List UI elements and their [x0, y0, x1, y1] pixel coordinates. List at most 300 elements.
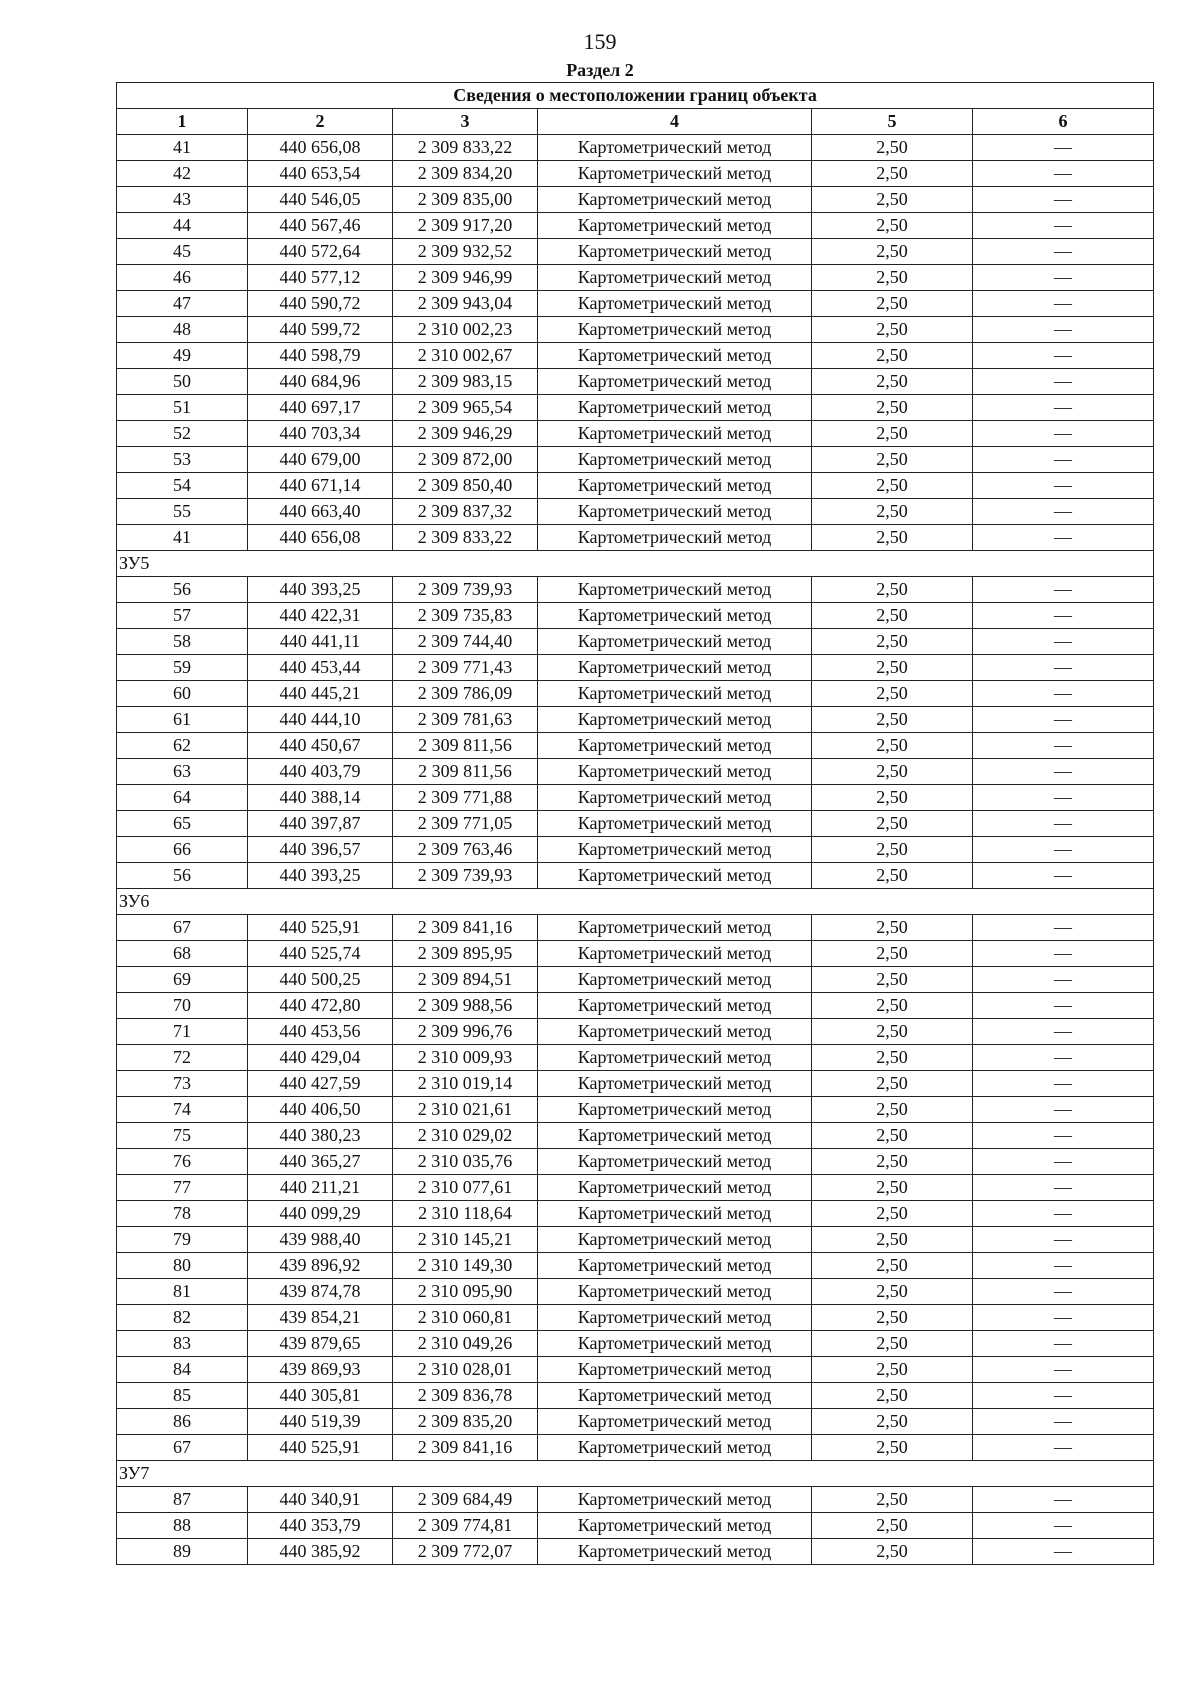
table-cell: 73 [117, 1071, 248, 1097]
table-cell: 440 525,74 [248, 941, 393, 967]
table-cell: Картометрический метод [538, 1097, 812, 1123]
table-cell: Картометрический метод [538, 837, 812, 863]
table-cell: 51 [117, 395, 248, 421]
table-cell: — [973, 811, 1154, 837]
table-cell: 2 310 021,61 [393, 1097, 538, 1123]
table-cell: 440 422,31 [248, 603, 393, 629]
table-cell: 50 [117, 369, 248, 395]
table-cell: 2 309 835,20 [393, 1409, 538, 1435]
table-row [117, 1045, 1154, 1071]
table-cell: Картометрический метод [538, 317, 812, 343]
table-cell: 44 [117, 213, 248, 239]
table-cell: 2 309 772,07 [393, 1539, 538, 1565]
table-cell: 87 [117, 1487, 248, 1513]
table-cell: — [973, 603, 1154, 629]
table-cell: 440 679,00 [248, 447, 393, 473]
table-cell: — [973, 785, 1154, 811]
table-row [117, 395, 1154, 421]
table-row [117, 1383, 1154, 1409]
table-cell: 2,50 [812, 1071, 973, 1097]
table-cell: 58 [117, 629, 248, 655]
table-cell: 88 [117, 1513, 248, 1539]
table-cell: 440 444,10 [248, 707, 393, 733]
table-caption-row [117, 83, 1154, 109]
group-label: ЗУ5 [117, 551, 1154, 577]
table-cell: Картометрический метод [538, 785, 812, 811]
table-cell: 57 [117, 603, 248, 629]
table-cell: 440 393,25 [248, 863, 393, 889]
table-cell: 2 309 946,99 [393, 265, 538, 291]
table-cell: Картометрический метод [538, 993, 812, 1019]
table-cell: — [973, 1253, 1154, 1279]
table-cell: 60 [117, 681, 248, 707]
table-cell: 2 310 029,02 [393, 1123, 538, 1149]
table-cell: 440 397,87 [248, 811, 393, 837]
table-cell: 440 500,25 [248, 967, 393, 993]
table-cell: 61 [117, 707, 248, 733]
table-cell: Картометрический метод [538, 213, 812, 239]
table-cell: — [973, 213, 1154, 239]
table-cell: 2 309 988,56 [393, 993, 538, 1019]
table-cell: 2 310 002,23 [393, 317, 538, 343]
table-cell: 2,50 [812, 759, 973, 785]
table-row [117, 577, 1154, 603]
table-cell: 2,50 [812, 577, 973, 603]
table-cell: 440 590,72 [248, 291, 393, 317]
table-cell: 2 310 049,26 [393, 1331, 538, 1357]
table-cell: 2 309 763,46 [393, 837, 538, 863]
table-cell: 440 577,12 [248, 265, 393, 291]
table-cell: — [973, 1487, 1154, 1513]
table-row [117, 447, 1154, 473]
table-cell: Картометрический метод [538, 941, 812, 967]
group-label: ЗУ6 [117, 889, 1154, 915]
table-cell: 440 656,08 [248, 135, 393, 161]
table-row [117, 213, 1154, 239]
table-cell: — [973, 291, 1154, 317]
table-cell: 2,50 [812, 811, 973, 837]
table-cell: Картометрический метод [538, 369, 812, 395]
table-cell: 440 427,59 [248, 1071, 393, 1097]
table-cell: 2 309 684,49 [393, 1487, 538, 1513]
group-header-row [117, 889, 1154, 915]
table-cell: 2,50 [812, 1045, 973, 1071]
table-cell: 2,50 [812, 499, 973, 525]
table-cell: 82 [117, 1305, 248, 1331]
table-cell: 440 671,14 [248, 473, 393, 499]
table-cell: 2,50 [812, 187, 973, 213]
table-caption: Сведения о местоположении границ объекта [117, 83, 1154, 109]
table-cell: 2 309 837,32 [393, 499, 538, 525]
table-cell: Картометрический метод [538, 525, 812, 551]
table-cell: Картометрический метод [538, 707, 812, 733]
table-cell: 440 472,80 [248, 993, 393, 1019]
table-cell: 2 309 872,00 [393, 447, 538, 473]
table-cell: 66 [117, 837, 248, 863]
table-row [117, 265, 1154, 291]
table-row [117, 1019, 1154, 1045]
table-cell: 2 309 996,76 [393, 1019, 538, 1045]
table-cell: 440 403,79 [248, 759, 393, 785]
table-cell: — [973, 1123, 1154, 1149]
table-cell: Картометрический метод [538, 1019, 812, 1045]
group-header-row [117, 1461, 1154, 1487]
table-cell: 2 310 028,01 [393, 1357, 538, 1383]
table-cell: — [973, 135, 1154, 161]
table-cell: — [973, 759, 1154, 785]
table-cell: 2,50 [812, 1305, 973, 1331]
table-row [117, 1253, 1154, 1279]
table-cell: 43 [117, 187, 248, 213]
table-cell: Картометрический метод [538, 1513, 812, 1539]
table-cell: 2 309 895,95 [393, 941, 538, 967]
table-cell: Картометрический метод [538, 577, 812, 603]
table-cell: Картометрический метод [538, 1539, 812, 1565]
table-cell: — [973, 317, 1154, 343]
table-cell: 2,50 [812, 1487, 973, 1513]
table-row [117, 421, 1154, 447]
table-cell: 68 [117, 941, 248, 967]
table-cell: 2,50 [812, 681, 973, 707]
table-cell: Картометрический метод [538, 1435, 812, 1461]
table-cell: — [973, 1175, 1154, 1201]
table-cell: 69 [117, 967, 248, 993]
table-cell: 440 598,79 [248, 343, 393, 369]
group-header-row [117, 551, 1154, 577]
table-row [117, 1513, 1154, 1539]
group-label: ЗУ7 [117, 1461, 1154, 1487]
table-cell: 74 [117, 1097, 248, 1123]
table-cell: 2,50 [812, 863, 973, 889]
table-cell: 2,50 [812, 213, 973, 239]
table-row [117, 967, 1154, 993]
table-cell: 2,50 [812, 1097, 973, 1123]
table-row [117, 343, 1154, 369]
table-row [117, 629, 1154, 655]
table-cell: — [973, 239, 1154, 265]
table-cell: 2 309 834,20 [393, 161, 538, 187]
table-cell: 2 309 917,20 [393, 213, 538, 239]
table-cell: Картометрический метод [538, 1201, 812, 1227]
table-cell: 75 [117, 1123, 248, 1149]
table-cell: 440 441,11 [248, 629, 393, 655]
table-cell: 71 [117, 1019, 248, 1045]
table-cell: — [973, 447, 1154, 473]
table-cell: — [973, 421, 1154, 447]
table-cell: 440 525,91 [248, 1435, 393, 1461]
table-cell: 440 703,34 [248, 421, 393, 447]
table-row [117, 369, 1154, 395]
table-cell: 56 [117, 577, 248, 603]
table-row [117, 1149, 1154, 1175]
table-cell: 2 309 786,09 [393, 681, 538, 707]
table-cell: 439 869,93 [248, 1357, 393, 1383]
table-cell: — [973, 993, 1154, 1019]
table-cell: 2 310 095,90 [393, 1279, 538, 1305]
table-cell: 2,50 [812, 915, 973, 941]
table-cell: 2,50 [812, 1383, 973, 1409]
table-row [117, 993, 1154, 1019]
table-cell: 439 896,92 [248, 1253, 393, 1279]
table-cell: Картометрический метод [538, 967, 812, 993]
table-cell: 2 309 811,56 [393, 759, 538, 785]
table-cell: — [973, 967, 1154, 993]
table-row [117, 837, 1154, 863]
column-header: 6 [973, 109, 1154, 135]
table-cell: 2 309 836,78 [393, 1383, 538, 1409]
table-cell: 72 [117, 1045, 248, 1071]
table-row [117, 1071, 1154, 1097]
table-cell: 2,50 [812, 291, 973, 317]
table-cell: 440 663,40 [248, 499, 393, 525]
table-cell: 2,50 [812, 1513, 973, 1539]
table-cell: 2,50 [812, 161, 973, 187]
table-cell: 440 525,91 [248, 915, 393, 941]
table-cell: 78 [117, 1201, 248, 1227]
table-cell: 2,50 [812, 343, 973, 369]
table-cell: 2,50 [812, 1357, 973, 1383]
table-cell: 2,50 [812, 135, 973, 161]
table-cell: 2,50 [812, 1253, 973, 1279]
table-cell: 2 309 841,16 [393, 915, 538, 941]
table-cell: 440 653,54 [248, 161, 393, 187]
table-cell: 83 [117, 1331, 248, 1357]
table-cell: 2,50 [812, 1435, 973, 1461]
table-cell: 48 [117, 317, 248, 343]
table-cell: Картометрический метод [538, 681, 812, 707]
table-cell: 2,50 [812, 733, 973, 759]
table-row [117, 603, 1154, 629]
table-cell: 440 546,05 [248, 187, 393, 213]
table-cell: Картометрический метод [538, 811, 812, 837]
table-cell: Картометрический метод [538, 759, 812, 785]
table-row [117, 1175, 1154, 1201]
table-row [117, 161, 1154, 187]
table-row [117, 1123, 1154, 1149]
table-cell: Картометрический метод [538, 499, 812, 525]
table-row [117, 135, 1154, 161]
table-cell: — [973, 1149, 1154, 1175]
table-cell: — [973, 1331, 1154, 1357]
table-cell: Картометрический метод [538, 1331, 812, 1357]
table-cell: 440 388,14 [248, 785, 393, 811]
table-row [117, 785, 1154, 811]
table-cell: 76 [117, 1149, 248, 1175]
table-cell: Картометрический метод [538, 239, 812, 265]
table-row [117, 1227, 1154, 1253]
table-cell: — [973, 499, 1154, 525]
table-cell: — [973, 733, 1154, 759]
table-cell: 440 453,44 [248, 655, 393, 681]
table-cell: 42 [117, 161, 248, 187]
column-header: 5 [812, 109, 973, 135]
table-cell: 440 453,56 [248, 1019, 393, 1045]
table-cell: 2,50 [812, 603, 973, 629]
table-cell: Картометрический метод [538, 603, 812, 629]
table-row [117, 1435, 1154, 1461]
table-cell: 2 309 744,40 [393, 629, 538, 655]
column-header: 4 [538, 109, 812, 135]
table-cell: 2 310 019,14 [393, 1071, 538, 1097]
table-cell: 2,50 [812, 1331, 973, 1357]
table-cell: — [973, 1071, 1154, 1097]
page-number: 159 [583, 29, 617, 54]
table-cell: 46 [117, 265, 248, 291]
table-cell: 59 [117, 655, 248, 681]
table-row [117, 291, 1154, 317]
table-cell: 55 [117, 499, 248, 525]
table-cell: 86 [117, 1409, 248, 1435]
table-cell: — [973, 525, 1154, 551]
table-cell: 439 879,65 [248, 1331, 393, 1357]
table-cell: 2,50 [812, 1279, 973, 1305]
table-cell: Картометрический метод [538, 1357, 812, 1383]
table-cell: Картометрический метод [538, 291, 812, 317]
table-row [117, 317, 1154, 343]
table-cell: 2 309 833,22 [393, 135, 538, 161]
table-cell: 2,50 [812, 1201, 973, 1227]
table-cell: 77 [117, 1175, 248, 1201]
table-cell: 440 396,57 [248, 837, 393, 863]
table-cell: 70 [117, 993, 248, 1019]
table-cell: Картометрический метод [538, 1175, 812, 1201]
table-cell: 2,50 [812, 837, 973, 863]
table-row [117, 1539, 1154, 1565]
table-cell: 63 [117, 759, 248, 785]
table-cell: — [973, 265, 1154, 291]
table-row [117, 707, 1154, 733]
table-row [117, 1201, 1154, 1227]
table-cell: 2,50 [812, 239, 973, 265]
section-title: Раздел 2 [566, 60, 634, 80]
table-cell: 440 429,04 [248, 1045, 393, 1071]
table-row [117, 473, 1154, 499]
table-cell: 2 309 771,05 [393, 811, 538, 837]
table-cell: 2 309 850,40 [393, 473, 538, 499]
table-cell: 439 874,78 [248, 1279, 393, 1305]
table-cell: 2,50 [812, 941, 973, 967]
table-cell: 2 309 771,43 [393, 655, 538, 681]
table-cell: Картометрический метод [538, 1253, 812, 1279]
table-cell: 2 309 835,00 [393, 187, 538, 213]
table-row [117, 759, 1154, 785]
table-cell: 2,50 [812, 967, 973, 993]
table-cell: 2,50 [812, 785, 973, 811]
table-cell: 2,50 [812, 395, 973, 421]
table-cell: 440 099,29 [248, 1201, 393, 1227]
table-cell: 2 309 771,88 [393, 785, 538, 811]
table-cell: 2 309 781,63 [393, 707, 538, 733]
table-cell: 81 [117, 1279, 248, 1305]
table-cell: 440 365,27 [248, 1149, 393, 1175]
table-cell: — [973, 681, 1154, 707]
table-cell: 54 [117, 473, 248, 499]
table-cell: 440 519,39 [248, 1409, 393, 1435]
table-cell: — [973, 369, 1154, 395]
table-cell: 440 406,50 [248, 1097, 393, 1123]
table-cell: 89 [117, 1539, 248, 1565]
table-cell: 2,50 [812, 447, 973, 473]
table-cell: 2 309 946,29 [393, 421, 538, 447]
table-cell: 2 309 983,15 [393, 369, 538, 395]
table-cell: Картометрический метод [538, 161, 812, 187]
column-header: 1 [117, 109, 248, 135]
table-cell: — [973, 915, 1154, 941]
table-cell: 2 309 739,93 [393, 577, 538, 603]
table-cell: 440 305,81 [248, 1383, 393, 1409]
table-cell: 2 310 035,76 [393, 1149, 538, 1175]
table-cell: 2,50 [812, 1539, 973, 1565]
table-cell: 440 393,25 [248, 577, 393, 603]
table-cell: — [973, 863, 1154, 889]
table-cell: 79 [117, 1227, 248, 1253]
table-cell: 52 [117, 421, 248, 447]
table-cell: 2 309 894,51 [393, 967, 538, 993]
table-cell: Картометрический метод [538, 447, 812, 473]
table-cell: 440 340,91 [248, 1487, 393, 1513]
table-cell: — [973, 707, 1154, 733]
table-cell: Картометрический метод [538, 1149, 812, 1175]
table-cell: Картометрический метод [538, 1487, 812, 1513]
table-cell: — [973, 837, 1154, 863]
table-cell: — [973, 1227, 1154, 1253]
table-cell: — [973, 1409, 1154, 1435]
table-cell: 2,50 [812, 525, 973, 551]
table-cell: 440 684,96 [248, 369, 393, 395]
table-cell: 440 567,46 [248, 213, 393, 239]
table-cell: Картометрический метод [538, 1383, 812, 1409]
table-cell: 2 309 833,22 [393, 525, 538, 551]
table-cell: 2,50 [812, 707, 973, 733]
table-cell: 2 309 739,93 [393, 863, 538, 889]
table-cell: Картометрический метод [538, 1305, 812, 1331]
table-cell: 2 309 774,81 [393, 1513, 538, 1539]
table-cell: 67 [117, 915, 248, 941]
table-cell: 56 [117, 863, 248, 889]
table-cell: 84 [117, 1357, 248, 1383]
table-cell: 2,50 [812, 1227, 973, 1253]
table-cell: — [973, 1097, 1154, 1123]
table-cell: 47 [117, 291, 248, 317]
table-row [117, 1409, 1154, 1435]
table-cell: 45 [117, 239, 248, 265]
table-cell: 85 [117, 1383, 248, 1409]
table-cell: 2 309 841,16 [393, 1435, 538, 1461]
table-cell: 440 380,23 [248, 1123, 393, 1149]
table-cell: — [973, 473, 1154, 499]
table-row [117, 1487, 1154, 1513]
table-cell: — [973, 1539, 1154, 1565]
table-cell: 2,50 [812, 369, 973, 395]
table-cell: Картометрический метод [538, 1045, 812, 1071]
table-cell: 2,50 [812, 1123, 973, 1149]
table-cell: Картометрический метод [538, 265, 812, 291]
table-cell: 41 [117, 525, 248, 551]
table-cell: Картометрический метод [538, 733, 812, 759]
table-cell: Картометрический метод [538, 1279, 812, 1305]
table-cell: 2 309 811,56 [393, 733, 538, 759]
table-cell: Картометрический метод [538, 187, 812, 213]
table-cell: — [973, 629, 1154, 655]
table-cell: — [973, 1435, 1154, 1461]
table-cell: 439 988,40 [248, 1227, 393, 1253]
table-cell: — [973, 655, 1154, 681]
table-cell: 440 353,79 [248, 1513, 393, 1539]
table-cell: 2 310 118,64 [393, 1201, 538, 1227]
table-row [117, 239, 1154, 265]
table-cell: 440 572,64 [248, 239, 393, 265]
table-cell: Картометрический метод [538, 655, 812, 681]
